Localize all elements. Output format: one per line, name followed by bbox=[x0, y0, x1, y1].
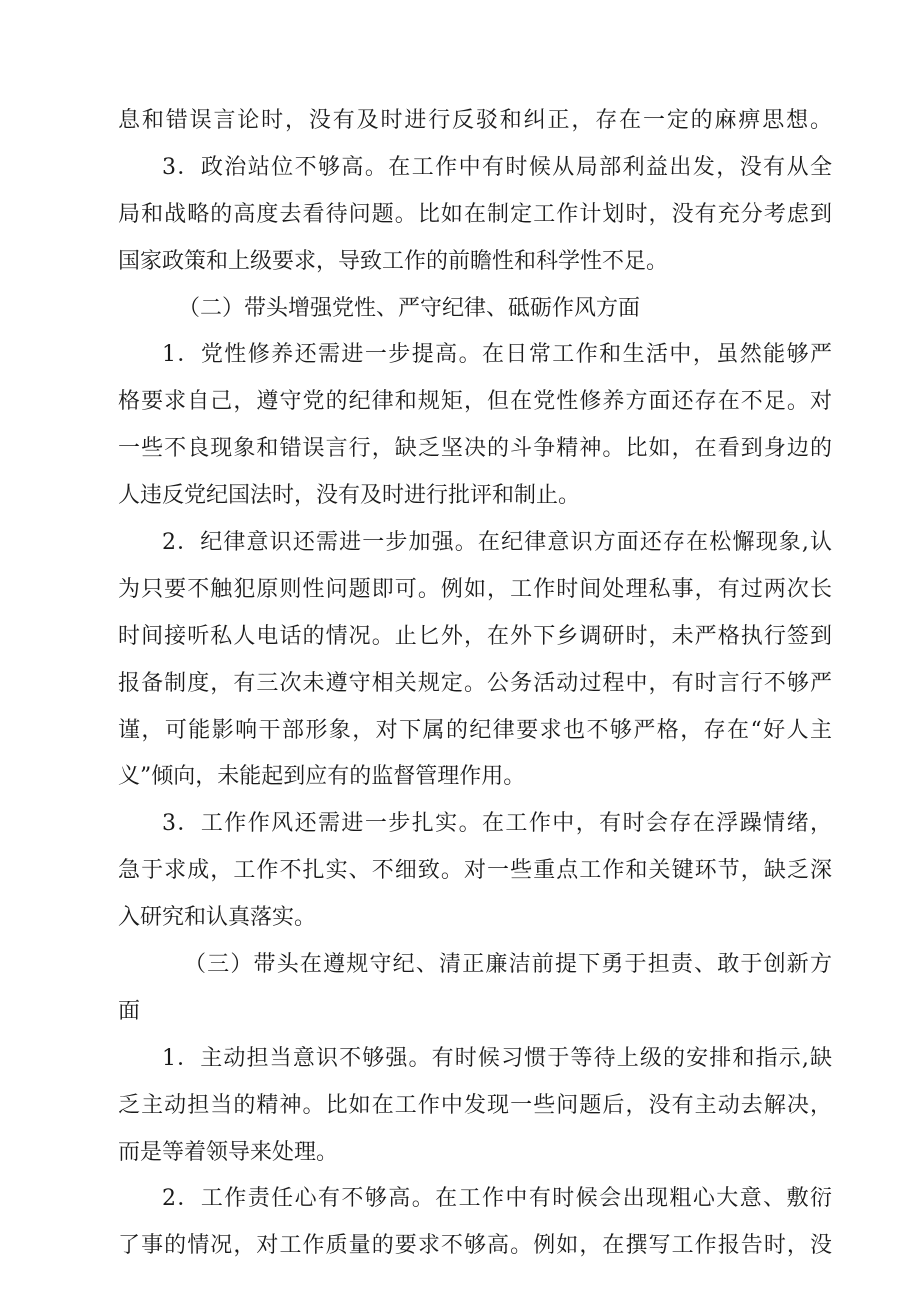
paragraph-line: 而是等着领导来处理。 bbox=[118, 1139, 339, 1165]
paragraph-line: 了事的情况，对工作质量的要求不够高。例如，在撰写工作报告时，没 bbox=[118, 1233, 832, 1259]
paragraph-line: 息和错误言论时，没有及时进行反驳和纠正，存在一定的麻痹思想。 bbox=[118, 108, 832, 133]
paragraph-line: 一些不良现象和错误言行，缺乏坚决的斗争精神。比如，在看到身边的 bbox=[118, 436, 832, 462]
document-body bbox=[118, 98, 832, 1270]
section-heading: （三）带头在遵规守纪、清正廉洁前提下勇于担责、敢于创新方 bbox=[184, 952, 832, 978]
paragraph-line: 人违反党纪国法时，没有及时进行批评和制止。 bbox=[118, 483, 581, 509]
list-item-heading-line: 3．工作作风还需进一步扎实。在工作中，有时会存在浮躁情绪， bbox=[162, 811, 832, 837]
paragraph-line: 乏主动担当的精神。比如在工作中发现一些问题后，没有主动去解决， bbox=[118, 1092, 832, 1118]
section-heading-continuation: 面 bbox=[118, 998, 141, 1024]
list-item-heading-line: 2．纪律意识还需进一步加强。在纪律意识方面还存在松懈现象,认 bbox=[162, 530, 832, 556]
list-item-heading-line: 3．政治站位不够高。在工作中有时候从局部利益出发，没有从全 bbox=[162, 154, 832, 180]
paragraph-line: 急于求成，工作不扎实、不细致。对一些重点工作和关键环节，缺乏深 bbox=[118, 858, 832, 884]
paragraph-line: 义”倾向，未能起到应有的监督管理作用。 bbox=[118, 764, 526, 790]
paragraph-line: 谨，可能影响干部形象，对下属的纪律要求也不够严格，存在“好人主 bbox=[118, 717, 832, 743]
paragraph-line: 为只要不触犯原则性问题即可。例如，工作时间处理私事，有过两次长 bbox=[118, 576, 832, 602]
list-item-heading-line: 1．主动担当意识不够强。有时候习惯于等待上级的安排和指示,缺 bbox=[162, 1045, 832, 1071]
list-item-heading-line: 1．党性修养还需进一步提高。在日常工作和生活中，虽然能够严 bbox=[162, 342, 832, 368]
paragraph-line: 报备制度，有三次未遵守相关规定。公务活动过程中，有时言行不够严 bbox=[118, 670, 832, 696]
paragraph-line: 格要求自己，遵守党的纪律和规矩，但在党性修养方面还存在不足。对 bbox=[118, 389, 832, 415]
paragraph-line: 入研究和认真落实。 bbox=[118, 905, 317, 931]
paragraph-line: 国家政策和上级要求，导致工作的前瞻性和科学性不足。 bbox=[118, 248, 669, 274]
list-item-heading-line: 2．工作责任心有不够高。在工作中有时候会出现粗心大意、敷衍 bbox=[162, 1186, 832, 1212]
section-heading: （二）带头增强党性、严守纪律、砥砺作风方面 bbox=[178, 295, 641, 321]
paragraph-line: 局和战略的高度去看待问题。比如在制定工作计划时，没有充分考虑到 bbox=[118, 201, 832, 227]
paragraph-line: 时间接听私人电话的情况。止匕外，在外下乡调研时，未严格执行签到 bbox=[118, 623, 832, 649]
